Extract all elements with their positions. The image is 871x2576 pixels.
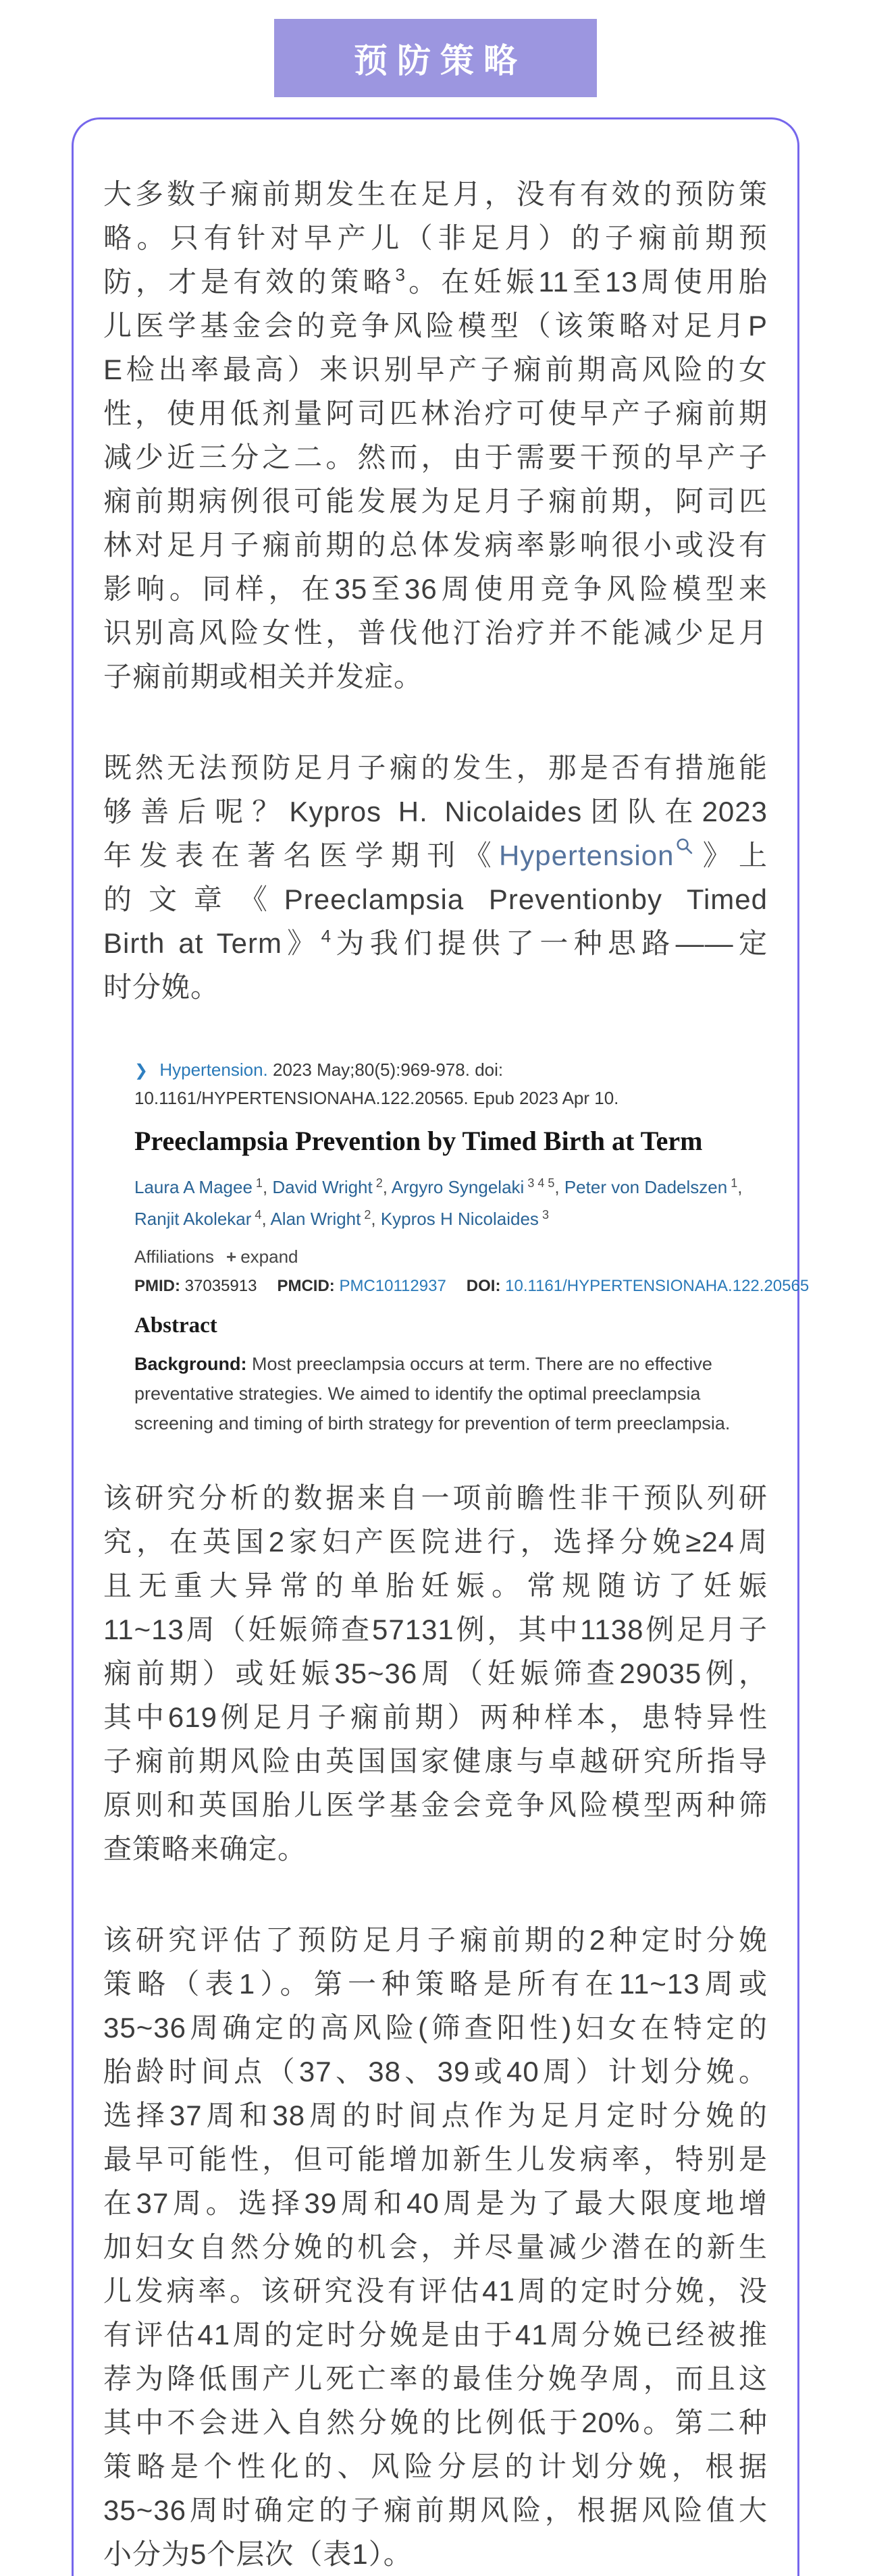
text-segment: 儿医学基金会的竞争风险模型（该策略对足月P (103, 310, 768, 341)
plus-icon: + (226, 1246, 237, 1267)
author-name: Ranjit Akolekar (134, 1209, 252, 1229)
author-name: Argyro Syngelaki (391, 1177, 525, 1197)
pubmed-authors (134, 1172, 769, 1236)
pmid-group (134, 1277, 257, 1295)
author-name: Kypros H Nicolaides (380, 1209, 539, 1229)
text-line (103, 2269, 768, 2313)
doi-label: DOI: (466, 1277, 501, 1295)
pubmed-journal-link: Hypertension. (159, 1060, 268, 1080)
author-affiliation-superscript: 2 (372, 1176, 383, 1190)
author-affiliation-superscript: 3 (538, 1208, 549, 1222)
text-line (103, 2006, 768, 2050)
author-separator: , (382, 1177, 392, 1197)
pubmed-identifiers (134, 1277, 810, 1296)
text-segment: E检出率最高）来识别早产子痫前期高风险的女 (103, 354, 768, 385)
author-affiliation-superscript: 2 (361, 1208, 371, 1222)
author-separator: , (371, 1209, 381, 1229)
text-line (103, 746, 768, 790)
text-line (103, 1520, 768, 1564)
author-name: Laura A Magee (134, 1177, 253, 1197)
affiliations-label: Affiliations (134, 1246, 215, 1267)
text-segment: 年发表在著名医学期刊《 (103, 840, 499, 871)
text-segment: 且无重大异常的单胎妊娠。常规随访了妊娠 (103, 1570, 768, 1601)
text-line (103, 2357, 768, 2401)
text-segment: 该研究评估了预防足月子痫前期的2种定时分娩 (103, 1924, 768, 1956)
text-segment: 究，在英国2家妇产医院进行，选择分娩≥24周 (103, 1526, 768, 1558)
text-segment: 》上 (695, 840, 768, 871)
author-affiliation-superscript: 1 (727, 1176, 738, 1190)
text-line (103, 2488, 768, 2532)
text-segment: 原则和英国胎儿医学基金会竞争风险模型两种筛 (103, 1789, 768, 1821)
text-segment: 策略是个性化的、风险分层的计划分娩，根据 (103, 2450, 768, 2482)
text-line (103, 304, 768, 348)
text-line (103, 2401, 768, 2444)
text-line (103, 523, 768, 567)
text-line (103, 2444, 768, 2488)
abstract-background (134, 1349, 769, 1438)
paragraph-3 (103, 1476, 768, 1871)
background-label: Background: (134, 1354, 247, 1374)
text-segment: 识别高风险女性，普伐他汀治疗并不能减少足月 (103, 617, 768, 649)
superscript-reference: 4 (321, 926, 332, 946)
text-line (103, 1783, 768, 1827)
paragraph-4 (103, 1918, 768, 2576)
hypertension-journal-link[interactable]: Hypertension (498, 840, 675, 871)
author-separator: , (261, 1209, 271, 1229)
text-segment: 林对足月子痫前期的总体发病率影响很小或没有 (103, 529, 768, 561)
text-segment: 子痫前期或相关并发症。 (103, 661, 423, 692)
text-segment: 加妇女自然分娩的机会，并尽量减少潜在的新生 (103, 2231, 768, 2263)
text-line (103, 1962, 768, 2006)
abstract-heading: Abstract (134, 1313, 217, 1338)
text-segment: 性，使用低剂量阿司匹林治疗可使早产子痫前期 (103, 398, 768, 429)
pmid-label: PMID: (134, 1277, 180, 1295)
text-segment: 时分娩。 (103, 971, 220, 1003)
text-segment: 。在妊娠11至13周使用胎 (405, 266, 768, 298)
text-segment: 策略（表1）。第一种策略是所有在11~13周或 (103, 1968, 768, 2000)
author-affiliation-superscript: 4 (251, 1208, 262, 1222)
text-segment: 防，才是有效的策略 (103, 266, 396, 298)
text-segment: Birth at Term》 (103, 927, 321, 959)
text-segment: 查策略来确定。 (103, 1833, 307, 1865)
author-separator: , (554, 1177, 564, 1197)
author-separator: , (737, 1177, 743, 1197)
text-line (103, 2532, 768, 2576)
text-segment: 胎龄时间点（37、38、39或40周）计划分娩。 (103, 2056, 768, 2087)
pmcid-link: PMC10112937 (339, 1277, 446, 1295)
author-name: David Wright (272, 1177, 373, 1197)
pubmed-affiliations (134, 1246, 769, 1267)
text-segment: 荐为降低围产儿死亡率的最佳分娩孕周，而且这 (103, 2363, 768, 2394)
section-badge (274, 19, 597, 97)
text-line (103, 1651, 768, 1695)
text-segment: 选择37周和38周的时间点作为足月定时分娩的 (103, 2100, 768, 2131)
pubmed-citation-meta: 2023 May;80(5):969-978. doi: 10.1161/HYPERTENSIONAHA.122.20565. (134, 1060, 504, 1108)
text-segment: 其中不会进入自然分娩的比例低于20%。第二种 (103, 2407, 768, 2438)
superscript-reference: 3 (395, 265, 406, 285)
text-line (103, 1608, 768, 1651)
text-line (103, 216, 768, 260)
text-line (103, 435, 768, 479)
author-name: Peter von Dadelszen (564, 1177, 728, 1197)
text-line (103, 655, 768, 698)
text-segment: 痫前期）或妊娠35~36周（妊娠筛查29035例， (103, 1657, 768, 1689)
text-segment: 够善后呢？Kypros H. Nicolaides团队在2023 (103, 796, 768, 827)
affiliations-expand-label: expand (240, 1246, 298, 1267)
text-line (103, 2225, 768, 2269)
text-segment: 为我们提供了一种思路——定 (331, 927, 768, 959)
text-line (103, 2093, 768, 2137)
author-affiliation-superscript: 1 (252, 1176, 263, 1190)
text-line (103, 833, 768, 877)
text-line (103, 2137, 768, 2181)
text-line (103, 2313, 768, 2357)
text-segment: 11~13周（妊娠筛查57131例，其中1138例足月子 (103, 1614, 768, 1645)
text-segment: 其中619例足月子痫前期）两种样本，患特异性 (103, 1701, 768, 1733)
paragraph-2 (103, 746, 768, 1009)
section-badge-label: 预防策略 (354, 42, 527, 80)
search-icon[interactable] (675, 837, 694, 856)
text-line (103, 1476, 768, 1520)
text-segment: 儿发病率。该研究没有评估41周的定时分娩，没 (103, 2275, 768, 2307)
text-line (103, 2181, 768, 2225)
chevron-right-icon: ❯ (134, 1062, 149, 1080)
text-segment: 子痫前期风险由英国国家健康与卓越研究所指导 (103, 1745, 768, 1777)
text-line (103, 1739, 768, 1783)
text-segment: 大多数子痫前期发生在足月，没有有效的预防策 (103, 178, 768, 210)
text-line (103, 1695, 768, 1739)
text-line (103, 260, 768, 304)
text-segment: 在37周。选择39周和40周是为了最大限度地增 (103, 2187, 768, 2219)
text-line (103, 172, 768, 216)
text-line (103, 611, 768, 655)
pmcid-group (277, 1277, 446, 1295)
pubmed-article-title: Preeclampsia Prevention by Timed Birth at Term (134, 1126, 703, 1156)
text-line (103, 1564, 768, 1608)
text-line (103, 1918, 768, 1962)
text-line (103, 391, 768, 435)
text-segment: 略。只有针对早产儿（非足月）的子痫前期预 (103, 222, 768, 254)
pubmed-screenshot (134, 1056, 810, 1438)
text-line (103, 790, 768, 833)
pmcid-label: PMCID: (277, 1277, 335, 1295)
text-segment: 35~36周时确定的子痫前期风险，根据风险值大 (103, 2494, 768, 2526)
text-line (103, 1827, 768, 1871)
author-separator: , (262, 1177, 273, 1197)
text-line (103, 479, 768, 523)
pubmed-epub-date: Epub 2023 Apr 10. (473, 1088, 619, 1108)
text-segment: 有评估41周的定时分娩是由于41周分娩已经被推 (103, 2319, 768, 2351)
author-name: Alan Wright (270, 1209, 361, 1229)
text-segment: 小分为5个层次（表1）。 (103, 2538, 413, 2570)
text-segment: 35~36周确定的高风险(筛查阳性)妇女在特定的 (103, 2012, 768, 2044)
text-line (103, 921, 768, 965)
doi-link: 10.1161/HYPERTENSIONAHA.122.20565 (505, 1277, 810, 1295)
text-segment: 减少近三分之二。然而，由于需要干预的早产子 (103, 441, 768, 473)
paragraph-1 (103, 172, 768, 698)
text-line (103, 877, 768, 921)
text-line (103, 567, 768, 611)
text-segment: 既然无法预防足月子痫的发生，那是否有措施能 (103, 752, 768, 784)
text-segment: 的文章《Preeclampsia Preventionby Timed (103, 883, 768, 915)
text-segment: 痫前期病例很可能发展为足月子痫前期，阿司匹 (103, 485, 768, 517)
pmid-value: 37035913 (184, 1277, 257, 1295)
text-segment: 该研究分析的数据来自一项前瞻性非干预队列研 (103, 1482, 768, 1514)
text-line (103, 965, 768, 1009)
pubmed-citation (134, 1056, 769, 1112)
doi-group (467, 1277, 809, 1295)
text-line (103, 2050, 768, 2093)
background-text: Most preeclampsia occurs at term. There are no effective preventative strategies. We aimed to identify the optimal preeclampsia screening and timing of birth strategy for prevention of term preeclampsia. (134, 1354, 731, 1433)
text-segment: 最早可能性，但可能增加新生儿发病率，特别是 (103, 2143, 768, 2175)
author-affiliation-superscript: 3 4 5 (524, 1176, 555, 1190)
article-card (72, 117, 810, 2576)
text-line (103, 348, 768, 391)
text-segment: 影响。同样，在35至36周使用竞争风险模型来 (103, 573, 768, 605)
